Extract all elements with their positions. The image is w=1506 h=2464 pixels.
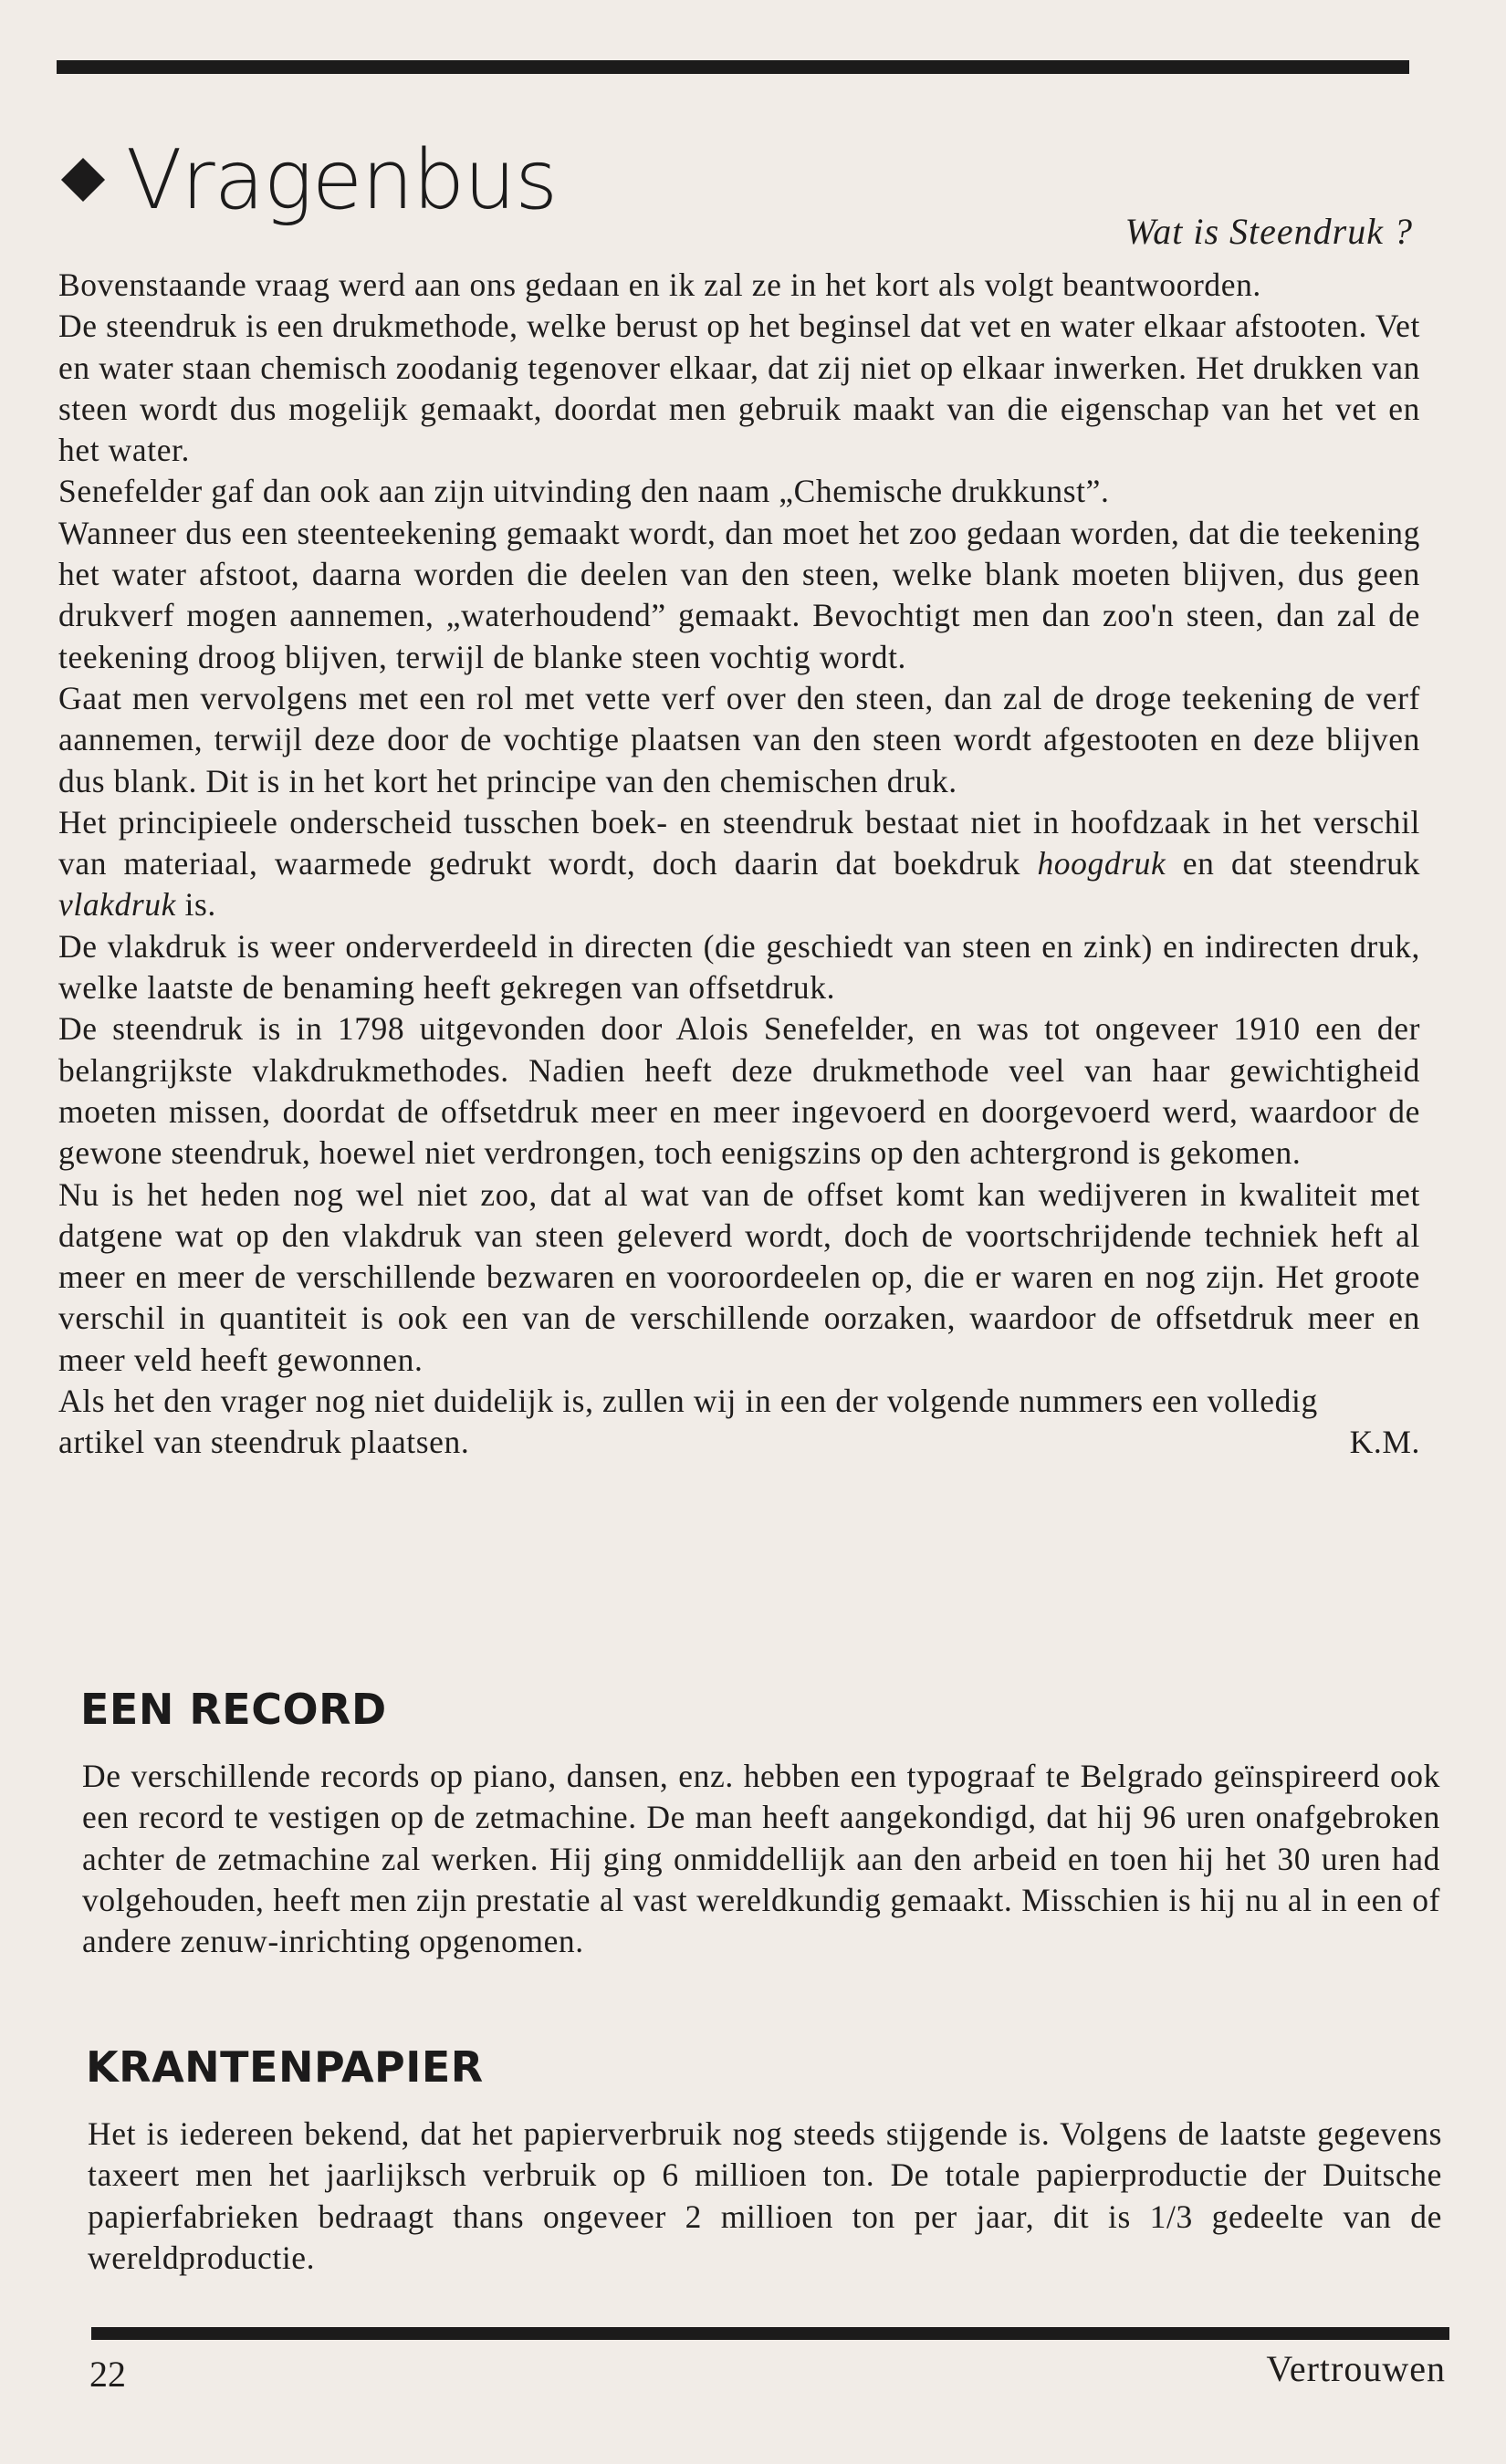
text-span: en dat steendruk bbox=[1166, 845, 1420, 882]
closing-line bbox=[58, 1381, 1420, 1464]
record-article bbox=[82, 1756, 1440, 1962]
column-header bbox=[57, 130, 557, 230]
text-span: is. bbox=[176, 886, 216, 924]
term-vlakdruk: vlakdruk bbox=[58, 886, 176, 924]
paragraph: De verschillende records op piano, dansen, enz. hebben een typograaf te Belgrado geïnspireerd ook een record te vestigen op de zetmachine. De man heeft aangekondigd, dat hij 96 uren onafgebroken achter de zetmachine zal werken. Hij ging onmiddellijk aan den arbeid en toen hij het 30 uren had volgehouden, heeft men zijn prestatie al vast wereldkundig gemaakt. Misschien is hij nu al in een of andere zenuw-inrichting opgenomen. bbox=[82, 1758, 1440, 1960]
paragraph: De steendruk is een drukmethode, welke berust op het beginsel dat vet en water elkaar afstooten. Vet en water staan chemisch zoodanig tegenover elkaar, dat zij niet op elkaar inwerken. Het drukken van steen wordt dus mogelijk gemaakt, doordat men gebruik maakt van die eigenschap van het vet en het water. bbox=[58, 308, 1420, 469]
steendruk-article bbox=[58, 265, 1420, 1464]
bottom-rule bbox=[91, 2327, 1449, 2340]
paragraph: Gaat men vervolgens met een rol met vette verf over den steen, dan zal de droge teekening de verf aannemen, terwijl deze door de vochtige plaatsen van den steen wordt afgestooten en deze blijven dus blank. Dit is in het kort het principe van den chemischen druk. bbox=[58, 679, 1420, 799]
question-subtitle: Wat is Steendruk ? bbox=[1124, 211, 1413, 252]
paragraph: Wanneer dus een steenteekening gemaakt wordt, dan moet het zoo gedaan worden, dat die teekening het water afstoot, daarna worden die deelen van den steen, welke blank moeten blijven, dus geen drukverf mogen aannemen, „waterhoudend” gemaakt. Bevochtigt men dan zoo'n steen, dan zal de teekening droog blijven, terwijl de blanke steen vochtig wordt. bbox=[58, 514, 1420, 675]
paragraph: De steendruk is in 1798 uitgevonden door Alois Senefelder, en was tot ongeveer 1910 een der belangrijkste vlakdrukmethodes. Nadien heeft deze drukmethode veel van haar gewichtigheid moeten missen, doordat de offsetdruk meer en meer ingevoerd en doorgevoerd werd, waardoor de gewone steendruk, hoewel niet verdrongen, toch eenigszins op den achtergrond is gekomen. bbox=[58, 1010, 1420, 1172]
krantenpapier-heading: KRANTENPAPIER bbox=[86, 2042, 484, 2092]
paragraph-hoogdruk-vlakdruk bbox=[58, 802, 1420, 926]
text-span: Het principieele onderscheid tusschen boek- en steendruk bestaat niet in hoofdzaak in het verschil van materiaal, waarmede gedrukt wordt, doch daarin dat boekdruk bbox=[58, 803, 1420, 882]
paragraph: De vlakdruk is weer onderverdeeld in directen (die geschiedt van steen en zink) en indirecten druk, welke laatste de benaming heeft gekregen van offsetdruk. bbox=[58, 927, 1420, 1007]
krantenpapier-article bbox=[88, 2114, 1442, 2279]
term-hoogdruk: hoogdruk bbox=[1037, 845, 1166, 882]
paragraph: Bovenstaande vraag werd aan ons gedaan en ik zal ze in het kort als volgt beantwoorden. bbox=[58, 266, 1261, 303]
closing-paragraph: Als het den vrager nog niet duidelijk is, zullen wij in een der volgende nummers een volledig artikel van steendruk plaatsen. bbox=[58, 1383, 1318, 1461]
column-title: Vragenbus bbox=[126, 131, 558, 228]
paragraph: Het is iedereen bekend, dat het papierverbruik nog steeds stijgende is. Volgens de laatste gegevens taxeert men het jaarlijksch verbruik op 6 millioen ton. De totale papierproductie der Duitsche papierfabrieken bedraagt thans ongeveer 2 millioen ton per jaar, dit is 1/3 gedeelte van de wereldproductie. bbox=[88, 2115, 1442, 2276]
magazine-title: Vertrouwen bbox=[1266, 2348, 1446, 2389]
record-heading: EEN RECORD bbox=[80, 1685, 387, 1734]
page-number: 22 bbox=[89, 2354, 126, 2395]
diamond-bullet-icon bbox=[61, 158, 105, 202]
top-rule bbox=[57, 60, 1409, 74]
author-signature: K.M. bbox=[1349, 1424, 1420, 1461]
paragraph: Nu is het heden nog wel niet zoo, dat al wat van de offset komt kan wedijveren in kwaliteit met datgene wat op den vlakdruk van steen geleverd wordt, doch de voortschrijdende techniek heft al meer en meer de verschillende bezwaren en vooroordeelen op, die er waren en nog zijn. Het groote verschil in quantiteit is ook een van de verschillende oorzaken, waardoor de offsetdruk meer en meer veld heeft gewonnen. bbox=[58, 1175, 1420, 1378]
paragraph: Senefelder gaf dan ook aan zijn uitvinding den naam „Chemische drukkunst”. bbox=[58, 473, 1110, 510]
